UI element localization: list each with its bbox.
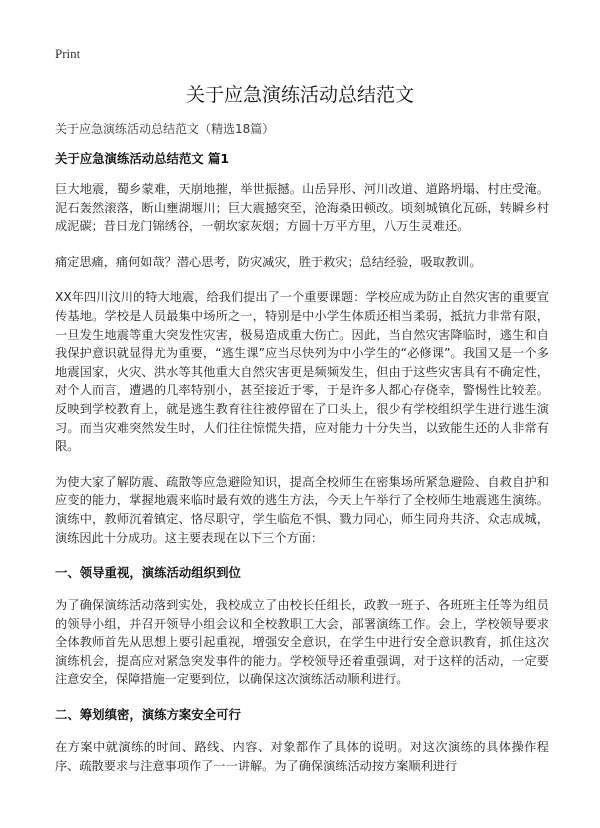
print-link[interactable]: Print (55, 46, 81, 61)
subsection-heading-2: 二、筹划缜密，演练方案安全可行 (55, 707, 241, 723)
paragraph-2: 痛定思痛，痛何如哉？潜心思考，防灾减灾，胜于救灾；总结经验，吸取教训。 (55, 254, 482, 269)
paragraph-1: 巨大地震，蜀乡蒙难，天崩地摧，举世振撼。山岳异形、河川改道、道路坍塌、村庄受淹。泥石轰然滚落，断山壅湖堰川；巨大震撼突至，沧海桑田顿改。顷刻城镇化瓦砾，转瞬乡村成泥碳；昔日龙门锦绣谷，一朝坎家灰烟；方圆十万平方里，八万生灵难还。 (55, 182, 549, 234)
paragraph-3: XX年四川汶川的特大地震，给我们提出了一个重要课题：学校应成为防止自然灾害的重要宣传基地。学校是人员最集中场所之一，特别是中小学生体质还相当柔弱，抵抗力非常有限，一旦发生地震等重大突发性灾害，极易造成重大伤亡。因此，当自然灾害降临时，逃生和自我保护意识就显得尤为重要，“逃生课”应当尽快列为中小学生的“必修课”。我国又是一个多地震国家，火灾、洪水等其他重大自然灾害更是频频发生，但由于这些灾害具有不确定性，对个人而言，遭遇的几率特别小，甚至接近于零，于是许多人都心存侥幸，警惕性比较差。反映到学校教育上，就是逃生教育往往被停留在了口头上，很少有学校组织学生进行逃生演习。而当灾难突然发生时，人们往往惊慌失措，应对能力十分失当，以致能生还的人非常有限。 (55, 290, 549, 454)
subsection-heading-1: 一、领导重视，演练活动组织到位 (55, 565, 241, 581)
section-heading: 关于应急演练活动总结范文 篇1 (55, 151, 230, 166)
subsection-text-1: 为了确保演练活动落到实处，我校成立了由校长任组长，政教一班子、各班班主任等为组员的领导小组，并召开领导小组会议和全校教职工大会，部署演练工作。会上，学校领导要求全体教师首先从思想上要引起重视，增强安全意识，在学生中进行安全意识教育，抓住这次演练机会，提高应对紧急突发事件的能力。学校领导还着重强调，对于这样的活动，一定要注意安全，保障措施一定要到位，以确保这次演练活动顺利进行。 (55, 598, 549, 687)
subsection-text-2: 在方案中就演练的时间、路线、内容、对象都作了具体的说明。对这次演练的具体操作程序、疏散要求与注意事项作了一一讲解。为了确保演练活动按方案顺利进行 (55, 740, 549, 773)
article-body (55, 150, 549, 792)
paragraph-4: 为使大家了解防震、疏散等应急避险知识，提高全校师生在密集场所紧急避险、自救自护和应变的能力，掌握地震来临时最有效的逃生方法，今天上午举行了全校师生地震逃生演练。演练中，教师沉着镇定、恪尽职守，学生临危不惧、戮力同心，师生同舟共济、众志成城，演练因此十分成功。这主要表现在以下三个方面： (55, 474, 549, 545)
page-title: 关于应急演练活动总结范文 (185, 84, 414, 106)
page-subtitle: 关于应急演练活动总结范文（精选18篇） (55, 122, 275, 136)
